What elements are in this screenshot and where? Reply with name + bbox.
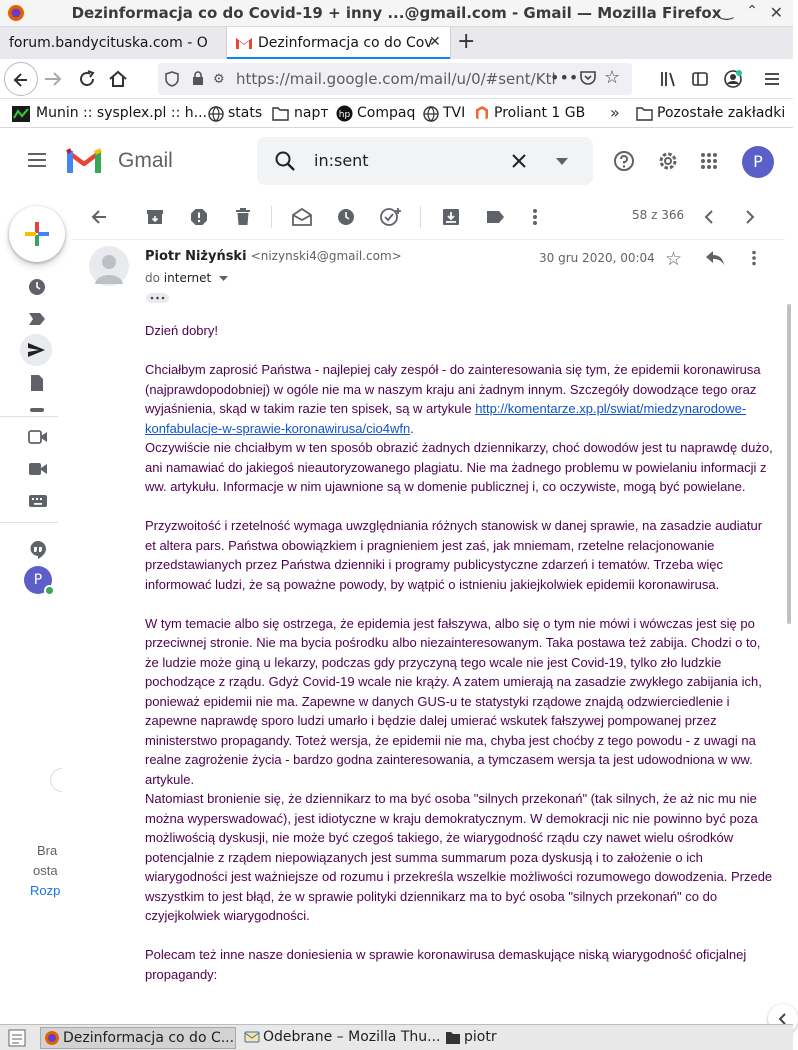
online-status-dot (44, 585, 55, 596)
tab-label: forum.bandycituska.com - O (9, 35, 208, 51)
promo-text-line1: Bra (37, 843, 58, 858)
magento-icon (475, 105, 489, 122)
window-titlebar (0, 0, 793, 27)
maximize-icon[interactable]: ⌃ (746, 3, 758, 19)
snooze-clock-icon[interactable] (337, 208, 355, 226)
window-title: Dezinformacja co do Covid-19 + inny ...@gmail.com - Gmail — Mozilla Firefox (71, 4, 722, 22)
clear-search-icon[interactable] (509, 151, 529, 171)
sender-line (145, 249, 402, 264)
body-paragraph-5: Natomiast bronienie się, że dziennikarz to ma być osoba "silnych przekonań" (tak silnych, że aż nic mu nie można wyperswadować), jest idiotyczne w kraju demokratycznym. W demokracji nic nie powinno być poza możliwością dyskusji, nie może być czegoś takiego, że wiarygodność rządu czy nawet wielu ośrodków potencjalnie z rządem niepowiązanych jest summa summarum poza dyskusją i to założenie o ich wiarygodności jest ważniejsze od rozumu i przekreśla wszelkie możliwości rozumowego dowodzenia. Przede wszystkim to jest błąd, że w sprawie polityki dziennikarz ma to być osoba "silnych przekonań" co do czyjejkolwiek wiarygodności. (145, 791, 773, 923)
message-more-icon[interactable] (751, 250, 757, 266)
partial-item-icon (30, 408, 44, 412)
join-meeting-icon[interactable] (28, 462, 48, 476)
account-avatar[interactable]: P (742, 146, 774, 178)
pocket-icon[interactable] (579, 69, 597, 87)
bookmarks-toolbar (0, 99, 793, 128)
bookmark-other[interactable]: Pozostałe zakładki (657, 105, 786, 121)
munin-icon (12, 106, 30, 122)
gmail-wordmark: Gmail (118, 149, 173, 172)
star-icon[interactable]: ☆ (665, 248, 683, 270)
account-icon[interactable] (723, 69, 743, 89)
settings-gear-icon[interactable] (656, 149, 680, 173)
taskbar-item-label: Odebrane – Mozilla Thu... (263, 1029, 441, 1045)
help-icon[interactable] (613, 150, 635, 172)
show-details-icon[interactable] (219, 276, 228, 281)
more-options-icon[interactable] (532, 208, 538, 226)
tab-forum[interactable] (0, 27, 226, 59)
close-tab-icon[interactable]: ✕ (429, 34, 441, 50)
taskbar-item-label: Dezinformacja co do C... (63, 1030, 235, 1046)
gmail-header (0, 129, 793, 194)
tab-label: Dezinformacja co do Cov (258, 35, 433, 51)
folder-icon (636, 106, 653, 121)
message-date: 30 gru 2020, 00:04 (539, 251, 655, 265)
shield-icon[interactable] (165, 71, 179, 87)
toolbar-divider (271, 206, 272, 228)
library-icon[interactable] (660, 70, 678, 88)
promo-text-line2: osta (33, 863, 58, 878)
close-window-icon[interactable]: ✕ (769, 3, 783, 22)
left-rail (0, 194, 72, 1024)
bookmark-proliant[interactable]: Proliant 1 GB (494, 105, 586, 121)
gmail-logo-icon[interactable] (66, 147, 102, 175)
pagination-count: 58 z 366 (632, 208, 685, 222)
forward-button[interactable] (40, 67, 66, 91)
home-icon[interactable] (107, 68, 129, 90)
greeting: Dzień dobry! (145, 323, 218, 338)
scrollbar-thumb[interactable] (787, 304, 791, 624)
message-header (72, 240, 777, 310)
main-menu-icon[interactable] (26, 151, 48, 169)
body-paragraph-6: Polecam też inne nasze doniesienia w sprawie koronawirusa demaskujące niską wiarygodność oficjalnej propagandy: (145, 947, 747, 982)
chat-avatar[interactable]: P (24, 566, 52, 594)
sender-email: <nizynski4@gmail.com> (250, 249, 402, 263)
sidebar-icon[interactable] (691, 70, 709, 88)
taskbar-item-label: piotr (464, 1029, 497, 1045)
delete-trash-icon[interactable] (235, 208, 251, 226)
url-text: https://mail.google.com/mail/u/0/#sent/Ktl (236, 70, 556, 88)
message-toolbar (72, 194, 793, 240)
notes-icon[interactable] (7, 1028, 27, 1048)
reload-icon[interactable] (76, 68, 98, 90)
gmail-tab-icon (236, 36, 252, 49)
menu-icon[interactable] (763, 69, 781, 89)
search-options-icon[interactable] (556, 158, 568, 165)
apps-grid-icon[interactable] (700, 152, 718, 170)
show-trimmed-content-button[interactable] (146, 293, 169, 303)
label-tag-icon[interactable] (486, 210, 505, 224)
bookmark-tvi[interactable]: TVI (443, 105, 466, 121)
bookmark-star-icon[interactable]: ☆ (604, 67, 621, 88)
minimize-icon[interactable]: ‿ (720, 1, 733, 20)
article-link[interactable]: http://komentarze.xp.pl/swiat/miedzynarodowe-konfabulacje-w-sprawie-koronawirusa/cio4wfn (145, 401, 747, 436)
body-paragraph-3: Przyzwoitość i rzetelność wymaga uwzględniania różnych stanowisk w danej sprawie, na zasadzie audiatur et altera pars. Państwa obowiązkiem i pragnieniem jest zaś, jak mniemam, rzetelne relacjonowanie przedstawianych przez Państwa dzienniki i programy publicystyczne zdarzeń i tematów. Trzeba więc informować ludzi, że są poważne powody, by wątpić o istnieniu jakiejkolwiek epidemii koronawirusa. (145, 518, 763, 592)
body-paragraph-4: W tym temacie albo się ostrzega, że epidemia jest fałszywa, albo się o tym nie mówi i wówczas jest się po przeciwnej stronie. Nie ma bycia pośrodku albo niezainteresowanym. Taka postawa też zabija. Chodzi o to, że ludzie może giną u lekarzy, podczas gdy przyczyną tego wcale nie jest Covid-19, tylko zło ludzkie pochodzące z rządu. Gdyż Covid-19 wcale nie krąży. A zatem umierają na zasadzie zwykłego zabijania ich, ponieważ epidemii nie ma. Zapewne w danych GUS-u te statystyki rządowe znajdą odzwierciedlenie i zapewne naprawdę sporo ludzi umarło i będzie dalej umierać wskutek fałszywej pompowanej przez ministerstwo propagandy. Toteż wersja, że epidemii nie ma, chyba jest choćby z tego powodu - z uwagi na realne zagrożenie życia - bardzo godna zainteresowania, a tymczasem wersja ta jest udowodniona w ww. artykule. (145, 615, 762, 787)
vertical-scrollbar[interactable] (785, 194, 793, 1024)
body-paragraph-1: Chciałbym zaprosić Państwa - najlepiej cały zespół - do zainteresowania się tym, że epidemii koronawirusa (najprawdopodobniej) w ogóle nie ma w naszym kraju ani żadnym innym. Szczegóły dowodzące tego oraz wyjaśnienia, skąd w takim razie ten spisek, są w artykule http://komentarze.xp.pl/swiat/miedzynarodowe-konfabulacje-w-sprawie-koronawirusa/cio4wfn. (145, 362, 761, 436)
os-taskbar (0, 1024, 793, 1050)
taskbar-item-thunderbird[interactable] (241, 1027, 441, 1049)
address-bar[interactable] (158, 63, 632, 95)
new-tab-button[interactable]: + (457, 29, 476, 54)
recipient-prefix: do (145, 271, 160, 285)
chevron-overflow-icon[interactable]: » (610, 103, 620, 122)
bookmark-stats[interactable]: stats (228, 105, 263, 121)
toolbar-divider (420, 206, 421, 228)
folder-icon (445, 1030, 461, 1045)
keyboard-icon[interactable] (28, 494, 48, 508)
tab-gmail[interactable] (226, 27, 451, 59)
back-to-list-icon[interactable] (90, 208, 108, 226)
sent-send-icon[interactable] (20, 334, 52, 366)
message-body (145, 321, 775, 984)
bookmark-munin[interactable]: Munin :: sysplex.pl :: h... (36, 105, 208, 121)
sender-name[interactable]: Piotr Niżyński (145, 249, 247, 264)
firefox-icon (44, 1030, 60, 1046)
rail-divider (0, 522, 58, 523)
snoozed-clock-icon[interactable] (28, 278, 46, 296)
move-to-icon[interactable] (442, 208, 460, 226)
rail-collapsed-control[interactable] (50, 768, 62, 792)
important-label-icon[interactable] (28, 312, 46, 326)
next-chevron-icon[interactable] (746, 210, 754, 224)
add-to-tasks-icon[interactable] (380, 207, 402, 227)
hp-icon (336, 105, 353, 122)
taskbar-item-folder[interactable] (442, 1027, 562, 1049)
bookmark-folder-part[interactable]: napт (294, 105, 329, 121)
report-spam-icon[interactable] (190, 208, 208, 226)
search-input[interactable]: in:sent (314, 151, 369, 170)
reply-icon[interactable] (705, 250, 725, 266)
promo-link[interactable]: Rozp (30, 883, 61, 898)
search-bar[interactable] (257, 137, 593, 185)
firefox-icon (7, 4, 25, 22)
compose-button[interactable] (9, 206, 65, 262)
folder-icon (272, 106, 289, 121)
search-icon[interactable] (274, 150, 296, 172)
globe-icon (423, 106, 439, 122)
page-actions-icon[interactable]: ••• (550, 68, 579, 87)
rail-divider (0, 416, 58, 417)
body-paragraph-2: Oczywiście nie chciałbym w ten sposób obrazić żadnych dziennikarzy, choć dowodów jest tu naprawdę dużo, ani namawiać do jakiegoś nieautoryzowanego plagiatu. Nie ma żadnego problemu w powielaniu informacji z ww. artykułu. Informacje w nim ujawnione są w domenie publicznej i, co oczywiste, mogą być powielane. (145, 440, 773, 494)
mark-unread-icon[interactable] (292, 208, 312, 226)
meet-video-icon[interactable] (28, 430, 48, 444)
globe-icon (208, 106, 224, 122)
hangouts-chat-icon[interactable] (29, 540, 47, 560)
previous-chevron-icon[interactable] (705, 210, 713, 224)
bookmark-compaq[interactable]: Compaq (357, 105, 416, 121)
sender-avatar[interactable] (89, 246, 129, 286)
recipient-line (145, 271, 228, 285)
permissions-icon[interactable]: ⚙ (213, 72, 225, 87)
archive-icon[interactable] (146, 208, 164, 226)
drafts-file-icon[interactable] (30, 374, 44, 392)
taskbar-item-firefox[interactable] (40, 1027, 236, 1049)
tab-bar (0, 27, 793, 59)
back-button[interactable] (4, 62, 38, 96)
svg-text:hp: hp (338, 110, 351, 120)
recipient-name: internet (163, 271, 212, 285)
navigation-toolbar (0, 59, 793, 99)
lock-icon[interactable] (192, 71, 204, 86)
thunderbird-icon (244, 1029, 260, 1045)
